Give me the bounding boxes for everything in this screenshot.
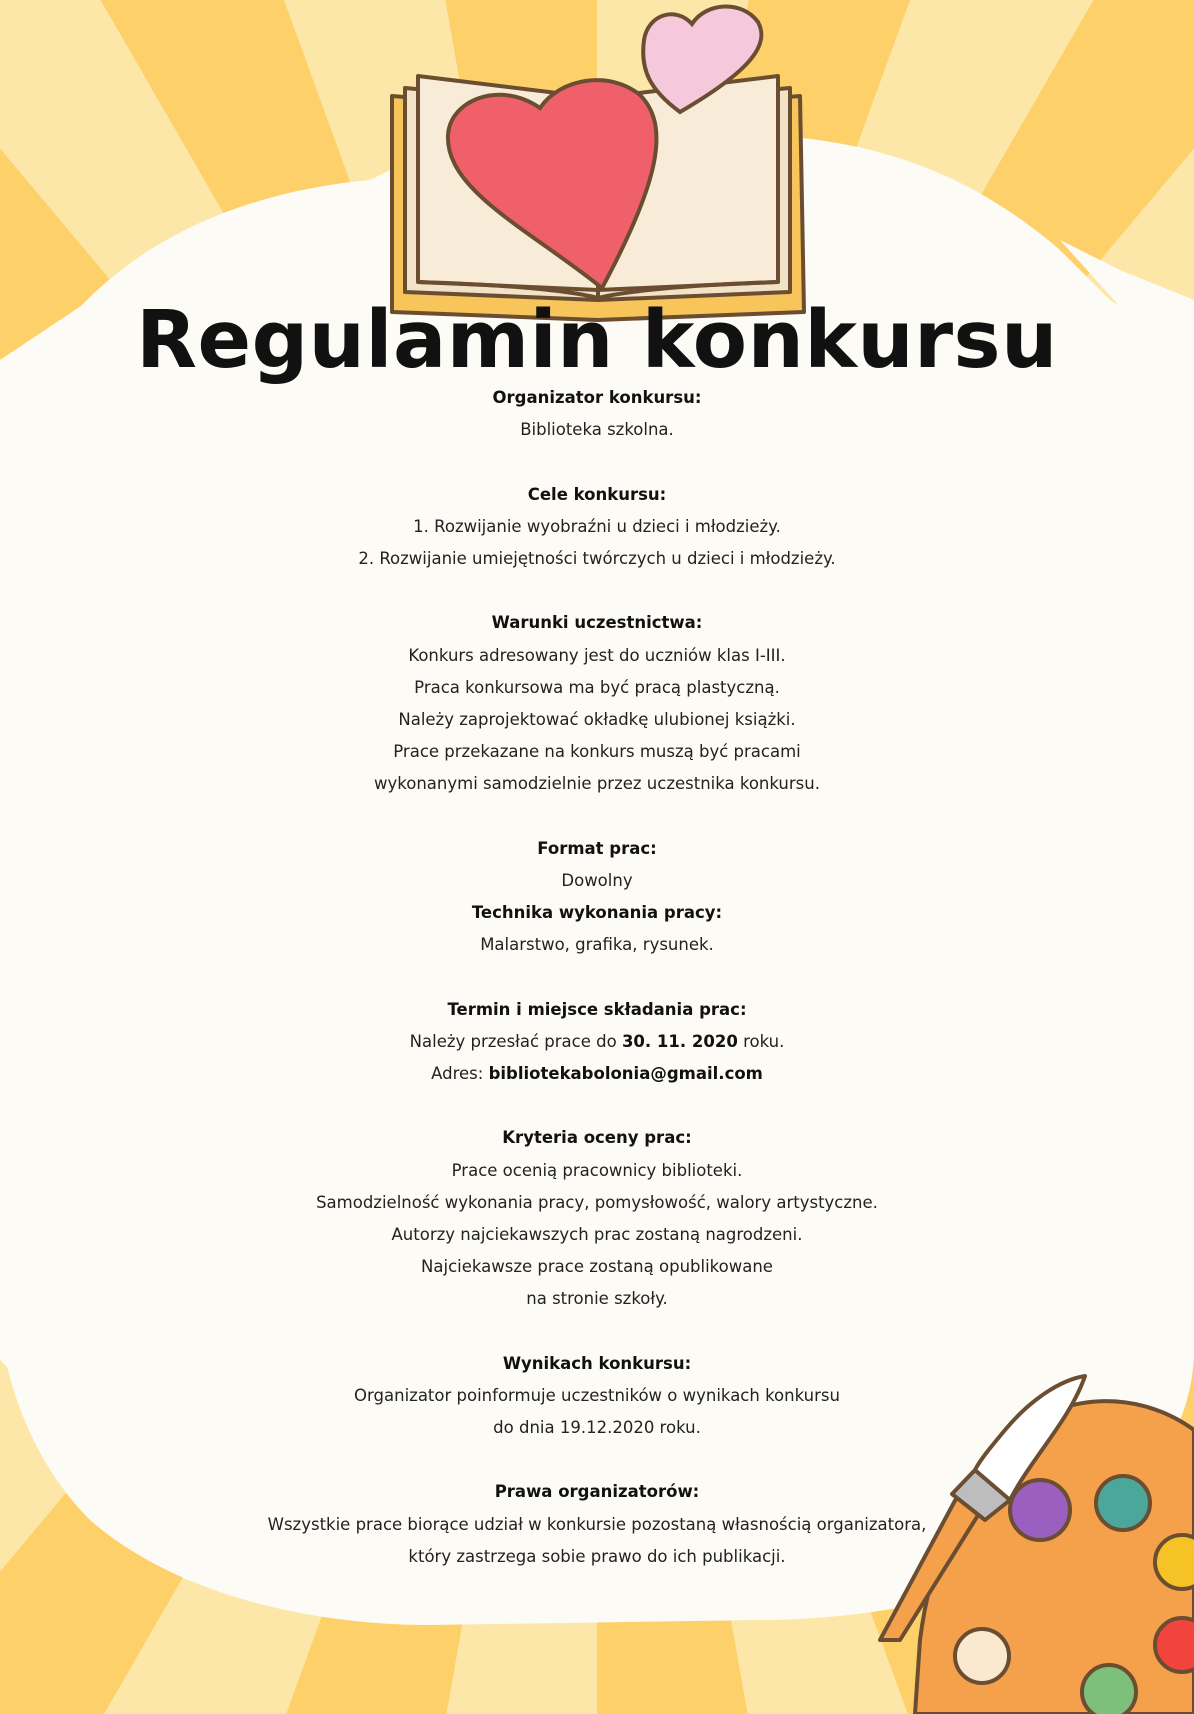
goals-line: 1. Rozwijanie wyobraźni u dzieci i młodzieży.	[413, 516, 781, 536]
results-line: Organizator poinformuje uczestników o wynikach konkursu	[354, 1385, 840, 1405]
rights-line: który zastrzega sobie prawo do ich publikacji.	[408, 1546, 786, 1566]
conditions-line: Praca konkursowa ma być pracą plastyczną.	[414, 677, 780, 697]
criteria-line: Prace ocenią pracownicy biblioteki.	[451, 1160, 743, 1180]
spacer	[0, 800, 1194, 832]
format-text: Dowolny	[561, 870, 633, 890]
criteria-line: na stronie szkoły.	[526, 1289, 668, 1309]
deadline-date: 30. 11. 2020	[621, 1031, 738, 1051]
conditions-line: wykonanymi samodzielnie przez uczestnika konkursu.	[374, 774, 820, 794]
format-heading: Format prac:	[537, 838, 657, 858]
rights-heading: Prawa organizatorów:	[494, 1482, 700, 1502]
organizer-heading: Organizator konkursu:	[492, 388, 702, 407]
goals-line: 2. Rozwijanie umiejętności twórczych u dzieci i młodzieży.	[358, 548, 836, 568]
deadline-text-pre: Należy przesłać prace do	[409, 1031, 622, 1051]
results-line: do dnia 19.12.2020 roku.	[493, 1418, 701, 1437]
criteria-line: Najciekawsze prace zostaną opublikowane	[421, 1257, 773, 1277]
goals-heading: Cele konkursu:	[527, 484, 667, 504]
rights-line: Wszystkie prace biorące udział w konkursie pozostaną własnością organizatora,	[267, 1514, 927, 1534]
organizer-text: Biblioteka szkolna.	[520, 420, 674, 440]
address-label: Adres:	[431, 1063, 489, 1083]
conditions-line: Konkurs adresowany jest do uczniów klas I-III.	[408, 645, 786, 665]
conditions-line: Prace przekazane na konkurs muszą być pracami	[393, 742, 801, 762]
page-title: Regulamin konkursu	[136, 294, 1058, 386]
results-heading: Wynikach konkursu:	[502, 1353, 692, 1373]
criteria-line: Samodzielność wykonania pracy, pomysłowość, walory artystyczne.	[316, 1192, 878, 1212]
spacer	[0, 961, 1194, 993]
spacer	[0, 1315, 1194, 1347]
rules-content	[0, 382, 1194, 1573]
criteria-line: Autorzy najciekawszych prac zostaną nagrodzeni.	[391, 1224, 803, 1244]
conditions-heading: Warunki uczestnictwa:	[491, 613, 703, 633]
address-line	[0, 1058, 1194, 1090]
conditions-line: Należy zaprojektować okładkę ulubionej książki.	[398, 709, 796, 729]
deadline-text-post: roku.	[737, 1031, 785, 1051]
criteria-heading: Kryteria oceny prac:	[502, 1128, 692, 1148]
spacer	[0, 446, 1194, 478]
email-address: bibliotekabolonia@gmail.com	[488, 1063, 763, 1083]
technique-text: Malarstwo, grafika, rysunek.	[480, 935, 714, 955]
spacer	[0, 1090, 1194, 1122]
deadline-heading: Termin i miejsce składania prac:	[447, 999, 747, 1019]
spacer	[0, 575, 1194, 607]
technique-heading: Technika wykonania pracy:	[471, 903, 723, 922]
deadline-line	[0, 1026, 1194, 1058]
spacer	[0, 1444, 1194, 1476]
